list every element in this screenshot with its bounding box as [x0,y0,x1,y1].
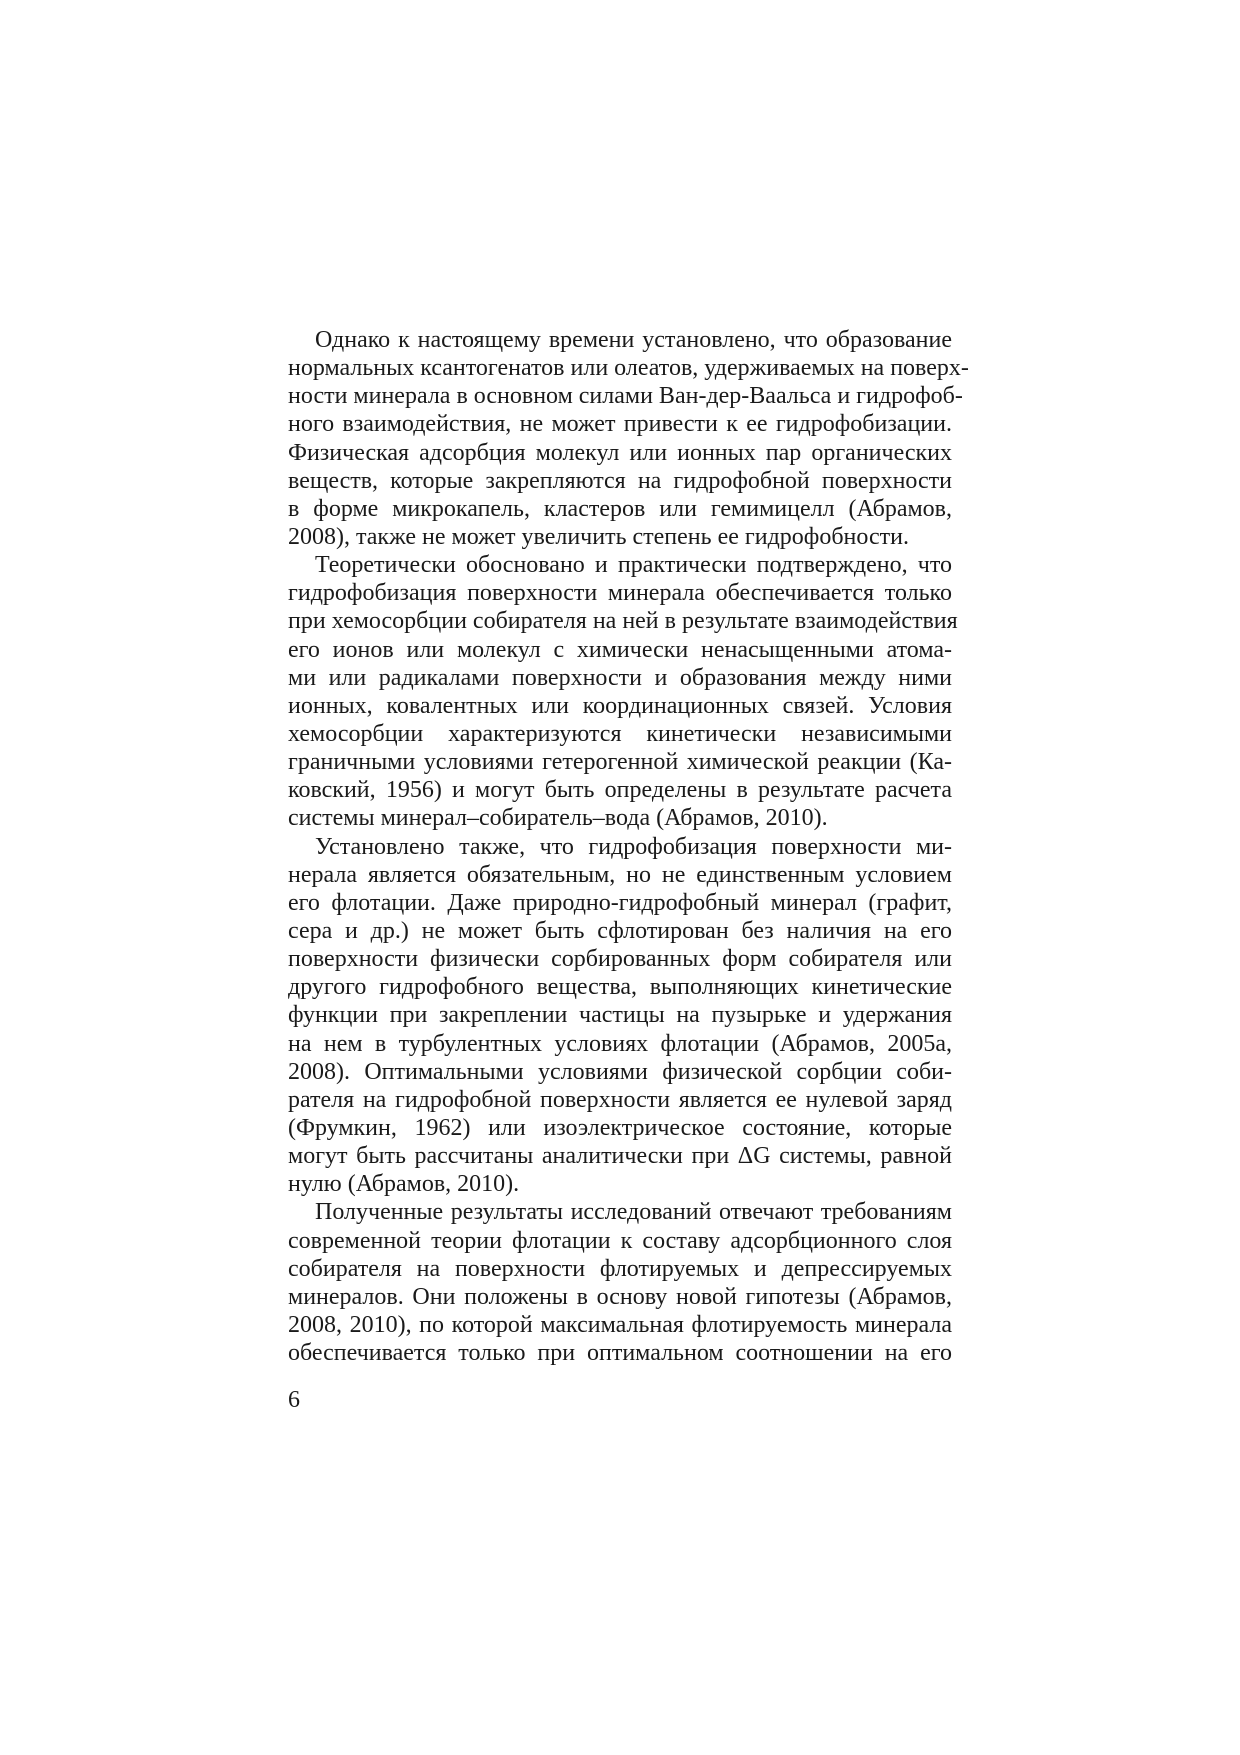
text-line: на нем в турбулентных условиях флотации (Абрамов, 2005а, [288,1030,952,1057]
text-line: нерала является обязательным, но не единственным условием [288,861,952,888]
text-line: Теоретически обосновано и практически подтверждено, что [315,552,952,579]
text-line: гидрофобизация поверхности минерала обеспечивается только [288,580,952,607]
text-line: другого гидрофобного вещества, выполняющих кинетические [288,974,952,1001]
text-line: граничными условиями гетерогенной химической реакции (Ка- [288,749,952,776]
text-line: хемосорбции характеризуются кинетически независимыми [288,720,952,747]
text-line: ионных, ковалентных или координационных связей. Условия [288,692,952,719]
text-line: обеспечивается только при оптимальном соотношении на его [288,1340,952,1367]
text-line: (Фрумкин, 1962) или изоэлектрическое состояние, которые [288,1114,952,1141]
text-line: 2008). Оптимальными условиями физической сорбции соби- [288,1058,952,1085]
page-number: 6 [288,1387,300,1413]
text-line: системы минерал–собиратель–вода (Абрамов, 2010). [288,805,828,832]
paragraph [288,833,952,1199]
text-line: в форме микрокапель, кластеров или гемимицелл (Абрамов, [288,495,952,522]
text-line: поверхности физически сорбированных форм собирателя или [288,946,952,973]
text-line: сера и др.) не может быть сфлотирован без наличия на его [288,917,952,944]
text-line: собирателя на поверхности флотируемых и депрессируемых [288,1255,952,1282]
text-line: при хемосорбции собирателя на ней в результате взаимодействия [288,608,958,635]
paragraph [288,326,969,551]
text-line: его флотации. Даже природно-гидрофобный минерал (графит, [288,889,952,916]
text-line: Физическая адсорбция молекул или ионных пар органических [288,439,952,466]
text-line: современной теории флотации к составу адсорбционного слоя [288,1227,952,1254]
paragraph [288,551,958,832]
text-line: нормальных ксантогенатов или олеатов, удерживаемых на поверх- [288,355,969,382]
text-line: ного взаимодействия, не может привести к ее гидрофобизации. [288,411,952,438]
text-line: могут быть рассчитаны аналитически при ΔG системы, равной [288,1143,952,1170]
body-text [288,326,969,1367]
text-line: нулю (Абрамов, 2010). [288,1171,520,1198]
text-line: рателя на гидрофобной поверхности является ее нулевой заряд [288,1086,952,1113]
text-line: ковский, 1956) и могут быть определены в результате расчета [288,777,952,804]
text-line: веществ, которые закрепляются на гидрофобной поверхности [288,467,952,494]
text-line: ми или радикалами поверхности и образования между ними [288,664,952,691]
text-line: минералов. Они положены в основу новой гипотезы (Абрамов, [288,1283,952,1310]
text-line: Полученные результаты исследований отвечают требованиям [315,1199,952,1226]
text-line: функции при закреплении частицы на пузырьке и удержания [288,1002,952,1029]
text-line: его ионов или молекул с химически ненасыщенными атома- [288,636,952,663]
text-line: ности минерала в основном силами Ван-дер-Ваальса и гидрофоб- [288,383,963,410]
text-line: Установлено также, что гидрофобизация поверхности ми- [315,833,952,860]
text-line: 2008), также не может увеличить степень ее гидрофобности. [288,523,909,550]
paragraph [288,1198,952,1367]
text-line: 2008, 2010), по которой максимальная флотируемость минерала [288,1311,952,1338]
text-line: Однако к настоящему времени установлено, что образование [315,327,952,353]
